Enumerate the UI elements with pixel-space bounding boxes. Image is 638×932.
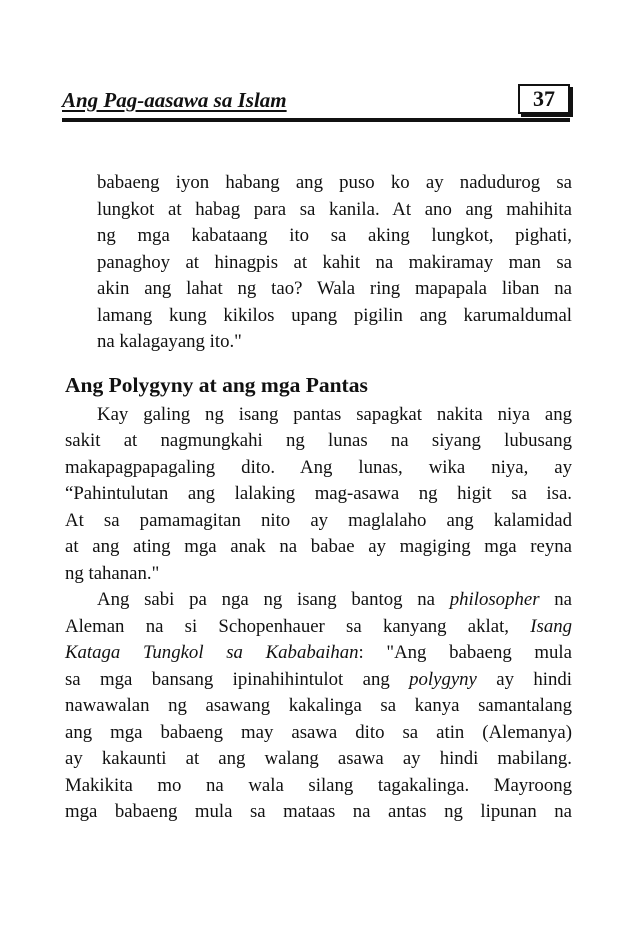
book-title: Kataga Tungkol sa Kababaihan [65, 642, 359, 663]
text-line [65, 640, 572, 667]
text-line: babaeng iyon habang ang puso ko ay nadudurog sa [97, 172, 572, 193]
text-line: “Pahintulutan ang lalaking mag-asawa ng higit sa isa. [65, 483, 572, 504]
page-header [62, 84, 570, 124]
text-run: sa mga bansang ipinahihintulot ang [65, 668, 410, 690]
page-body [65, 170, 572, 826]
text-run: Ang sabi pa nga ng isang bantog na [97, 589, 450, 610]
text-line [65, 614, 572, 641]
text-line: ng tahanan." [65, 562, 160, 584]
text-line: lamang kung kikilos upang pigilin ang karumaldumal [97, 304, 572, 326]
text-run: Aleman na si Schopenhauer sa kanyang aklat, [65, 615, 531, 637]
text-line: ay kakaunti at ang walang asawa ay hindi mabilang. [65, 748, 572, 769]
running-title: Ang Pag-aasawa sa Islam [62, 88, 287, 112]
header-rule [62, 118, 570, 122]
text-run: na [539, 589, 572, 610]
text-run: : "Ang babaeng mula [358, 642, 572, 663]
quote-paragraph [65, 170, 572, 356]
text-line: Kay galing ng isang pantas sapagkat nakita niya ang [97, 403, 572, 425]
text-line: panaghoy at hinagpis at kahit na makiramay man sa [97, 251, 572, 273]
section-heading: Ang Polygyny at ang mga Pantas [65, 372, 368, 397]
italic-term: philosopher [449, 589, 540, 610]
paragraph-2 [65, 587, 572, 826]
text-line: mga babaeng mula sa mataas na antas ng lipunan na [65, 801, 572, 822]
paragraph-1 [65, 402, 572, 588]
text-run: ay hindi [476, 668, 572, 690]
text-line: ng mga kabataang ito sa aking lungkot, pighati, [97, 225, 572, 246]
text-line: At sa pamamagitan nito ay maglalaho ang kalamidad [65, 509, 572, 531]
text-line: nawawalan ng asawang kakalinga sa kanya samantalang [65, 695, 572, 716]
text-line: ang mga babaeng may asawa dito sa atin (Alemanya) [65, 721, 572, 743]
text-line: na kalagayang ito." [97, 331, 242, 352]
italic-term: polygyny [409, 668, 477, 690]
text-line: makapagpapagaling dito. Ang lunas, wika niya, ay [65, 456, 572, 478]
text-line: at ang ating mga anak na babae ay magiging mga reyna [65, 536, 572, 557]
text-line: Makikita mo na wala silang tagakalinga. Mayroong [65, 774, 572, 796]
book-title: Isang [530, 615, 572, 637]
text-line [65, 667, 572, 694]
page-number: 37 [518, 84, 570, 114]
text-line: lungkot at habag para sa kanila. At ano ang mahihita [97, 198, 572, 220]
text-line: akin ang lahat ng tao? Wala ring mapapala liban na [97, 278, 572, 299]
text-line: sakit at nagmungkahi ng lunas na siyang lubusang [65, 430, 572, 451]
text-line [65, 587, 572, 614]
